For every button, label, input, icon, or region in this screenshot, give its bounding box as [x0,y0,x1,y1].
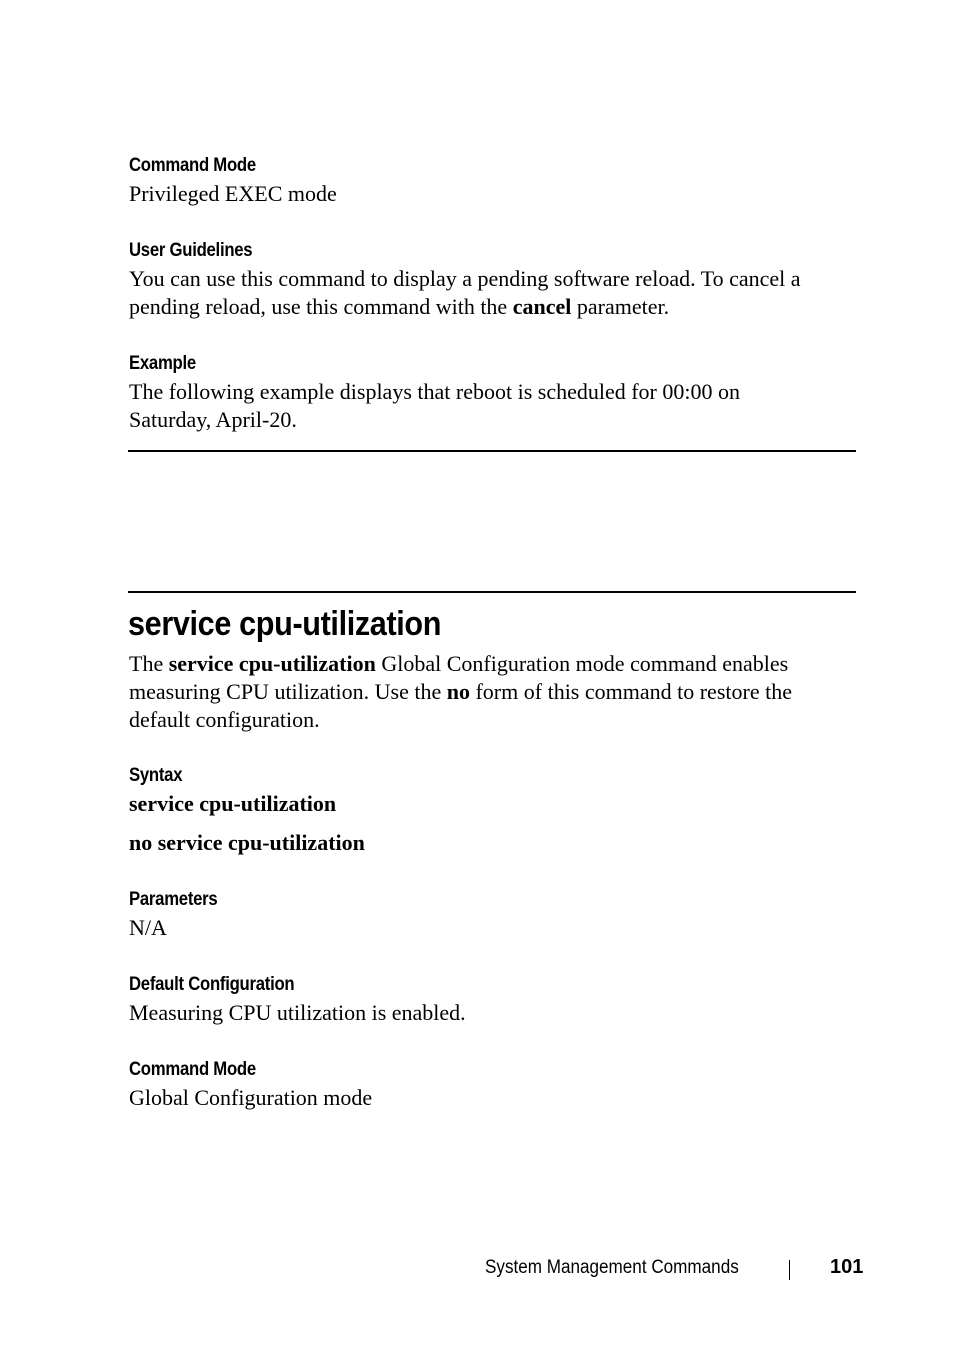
page-number: 101 [830,1256,864,1278]
section-divider-bottom [128,450,856,452]
intro-line-1-end: Global Configuration mode command enables [375,651,789,676]
footer-chapter-title: System Management Commands [485,1257,739,1278]
intro-line-2 [129,678,859,706]
section-intro [129,650,859,734]
user-guidelines-line-2 [129,293,859,321]
cancel-keyword: cancel [512,294,572,319]
section-divider-top [128,591,856,593]
global-command-mode-text: Global Configuration mode [129,1085,373,1110]
example-line-2: Saturday, April-20. [129,407,297,432]
command-keyword: service cpu-utilization [168,651,376,676]
intro-line-1-start: The [129,651,169,676]
syntax-command-2: no service cpu-utilization [129,830,365,855]
syntax-heading: Syntax [129,765,183,786]
example-text [129,378,859,434]
intro-line-3: default configuration. [129,707,320,732]
user-guidelines-line-2-end: parameter. [571,294,670,319]
no-keyword: no [446,679,470,704]
user-guidelines-line-2-start: pending reload, use this command with the [129,294,513,319]
parameters-text: N/A [129,915,167,940]
user-guidelines-text [129,265,859,321]
command-mode-heading: Command Mode [129,155,256,176]
parameters-heading: Parameters [129,889,218,910]
syntax-command-1: service cpu-utilization [129,791,337,816]
footer-separator [789,1260,790,1280]
intro-line-1 [129,650,859,678]
example-heading: Example [129,353,196,374]
intro-line-2-start: measuring CPU utilization. Use the [129,679,447,704]
default-configuration-text: Measuring CPU utilization is enabled. [129,1000,466,1025]
user-guidelines-heading: User Guidelines [129,240,253,261]
section-title: service cpu-utilization [128,605,442,643]
command-mode-text: Privileged EXEC mode [129,181,337,206]
global-command-mode-heading: Command Mode [129,1059,256,1080]
user-guidelines-line-1: You can use this command to display a pending software reload. To cancel a [129,266,801,291]
example-line-1: The following example displays that reboot is scheduled for 00:00 on [129,379,740,404]
default-configuration-heading: Default Configuration [129,974,295,995]
intro-line-2-end: form of this command to restore the [469,679,792,704]
